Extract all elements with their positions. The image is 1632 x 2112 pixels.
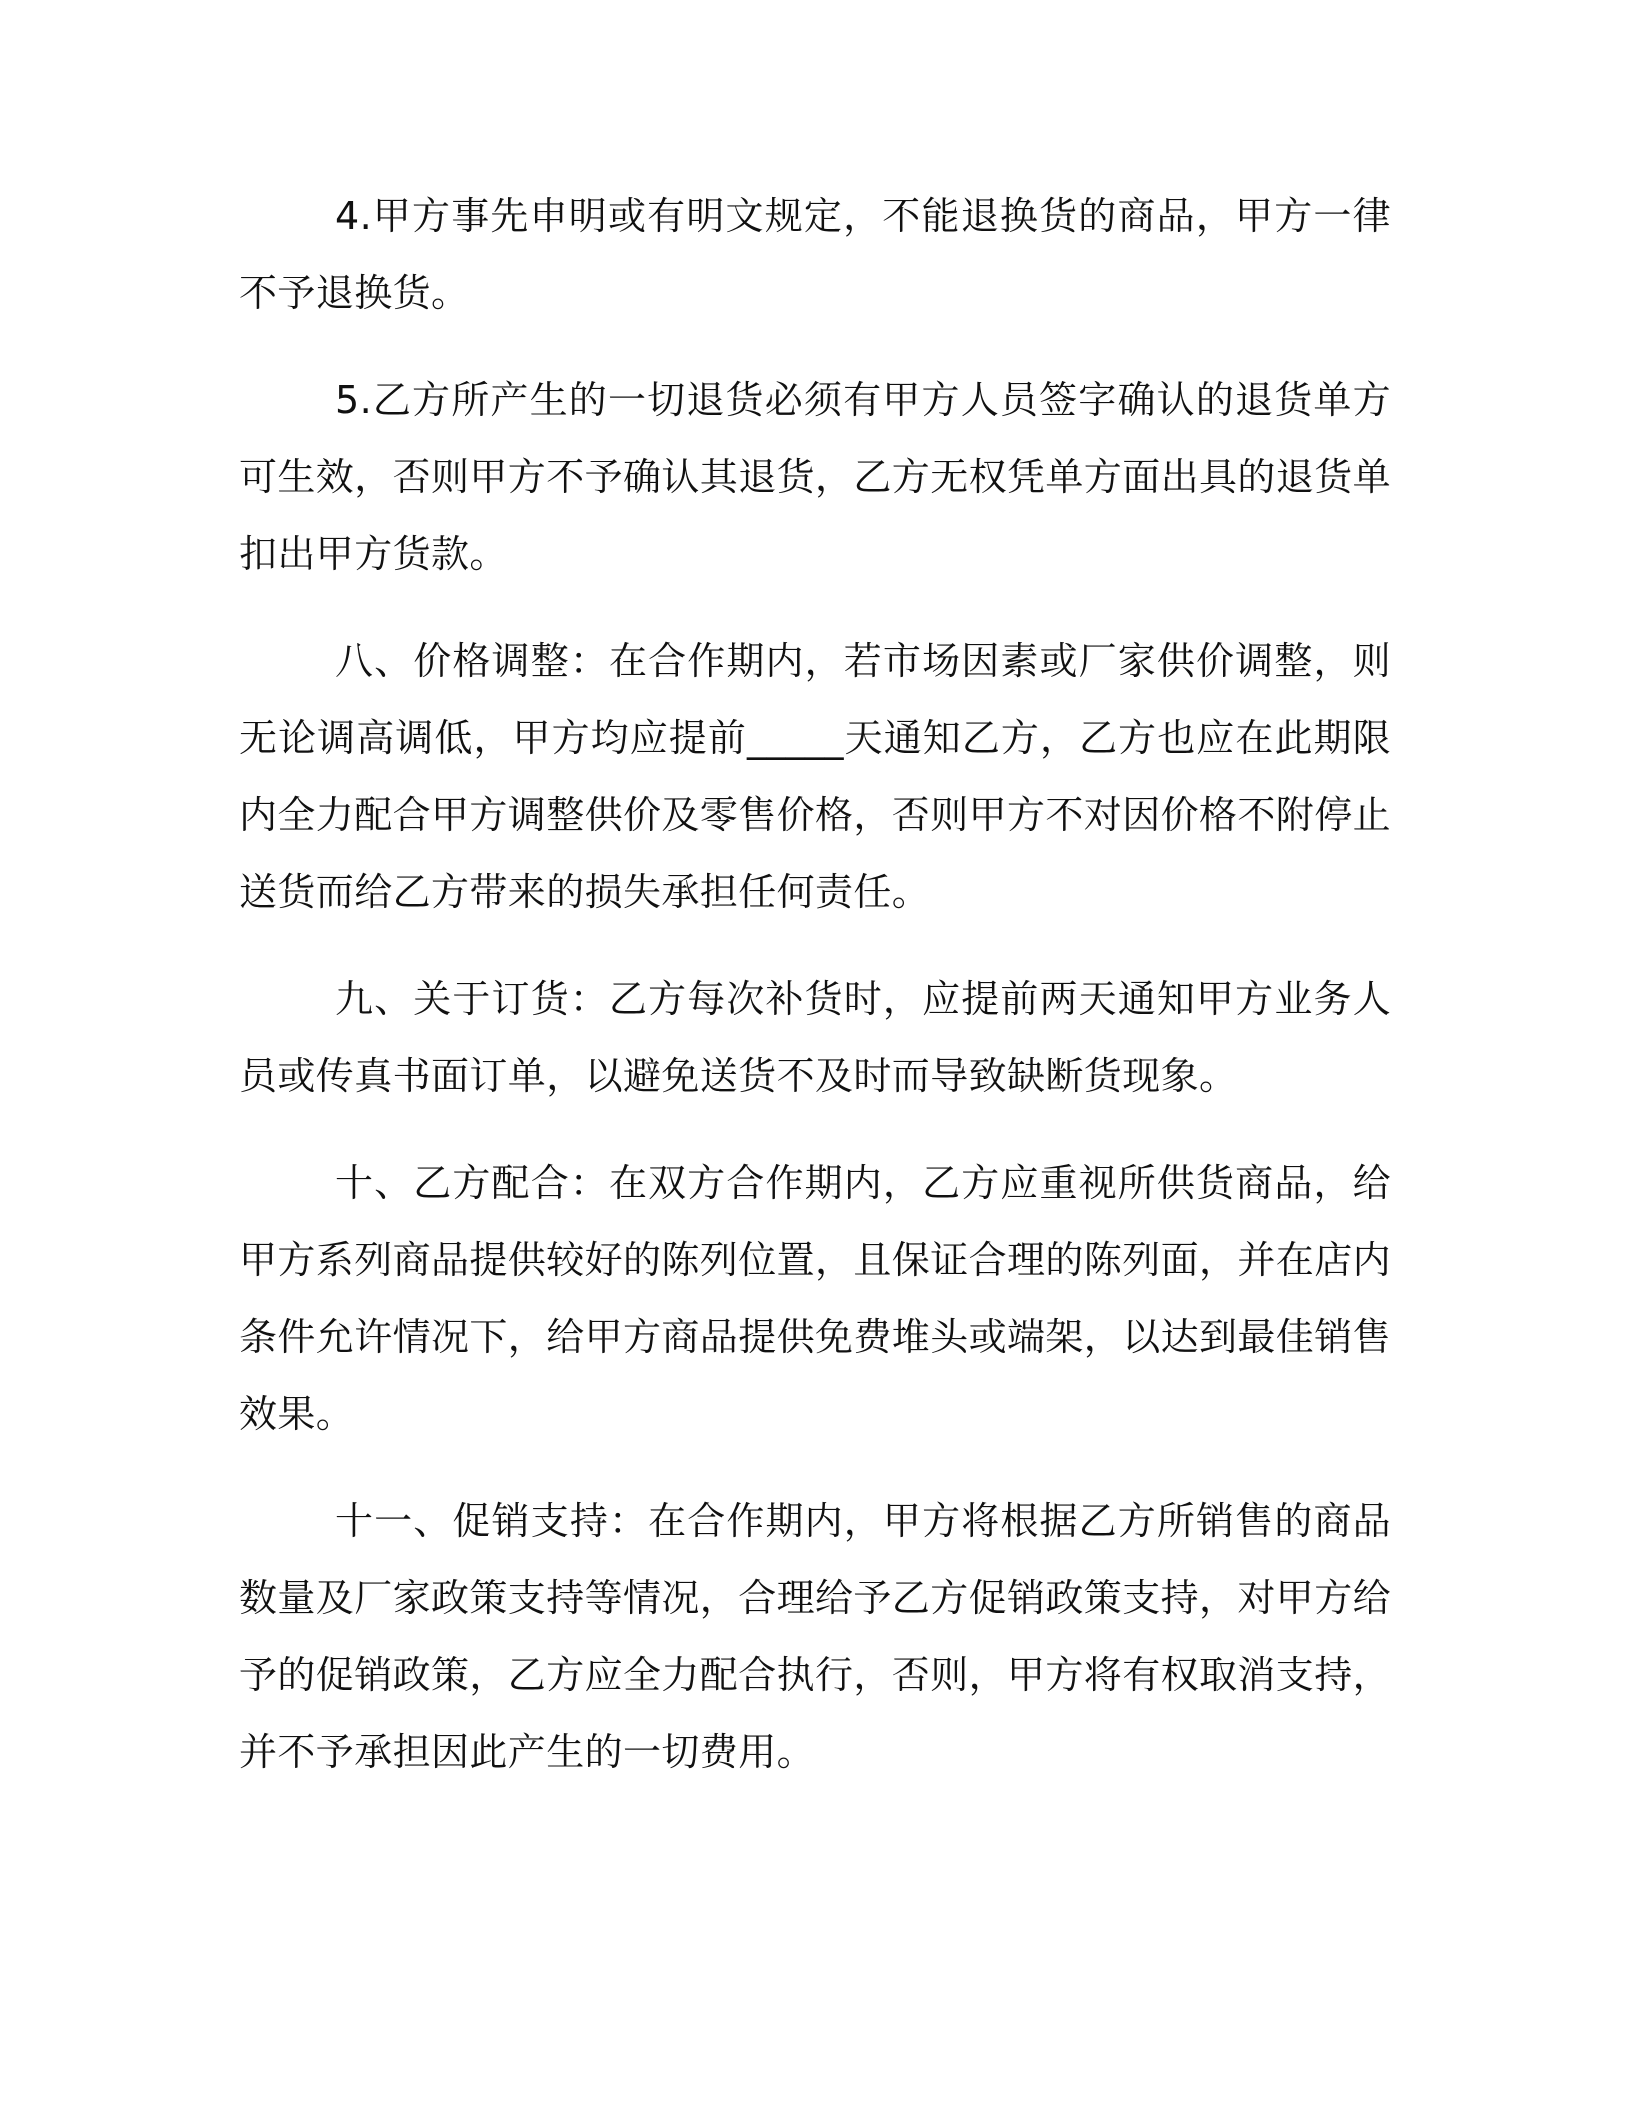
paragraph-promotion-support: 十一、促销支持：在合作期内，甲方将根据乙方所销售的商品数量及厂家政策支持等情况，合理给予乙方促销政策支持，对甲方给予的促销政策，乙方应全力配合执行，否则，甲方将有权取消支持，并不予承担因此产生的一切费用。 bbox=[239, 1499, 1392, 1774]
paragraph-price-adjustment: 八、价格调整：在合作期内，若市场因素或厂家供价调整，则无论调高调低，甲方均应提前_____天通知乙方，乙方也应在此期限内全力配合甲方调整供价及零售价格，否则甲方不对因价格不附停止送货而给乙方带来的损失承担任何责任。 bbox=[239, 639, 1392, 914]
paragraph-item-4: 4.甲方事先申明或有明文规定，不能退换货的商品，甲方一律不予退换货。 bbox=[239, 194, 1391, 315]
document-body bbox=[239, 178, 1391, 1821]
paragraph-cooperation: 十、乙方配合：在双方合作期内，乙方应重视所供货商品，给甲方系列商品提供较好的陈列位置，且保证合理的陈列面，并在店内条件允许情况下，给甲方商品提供免费堆头或端架，以达到最佳销售效果。 bbox=[239, 1161, 1392, 1436]
paragraph-ordering: 九、关于订货：乙方每次补货时，应提前两天通知甲方业务人员或传真书面订单，以避免送货不及时而导致缺断货现象。 bbox=[239, 977, 1391, 1098]
paragraph-item-5: 5.乙方所产生的一切退货必须有甲方人员签字确认的退货单方可生效，否则甲方不予确认其退货，乙方无权凭单方面出具的退货单扣出甲方货款。 bbox=[239, 378, 1392, 576]
